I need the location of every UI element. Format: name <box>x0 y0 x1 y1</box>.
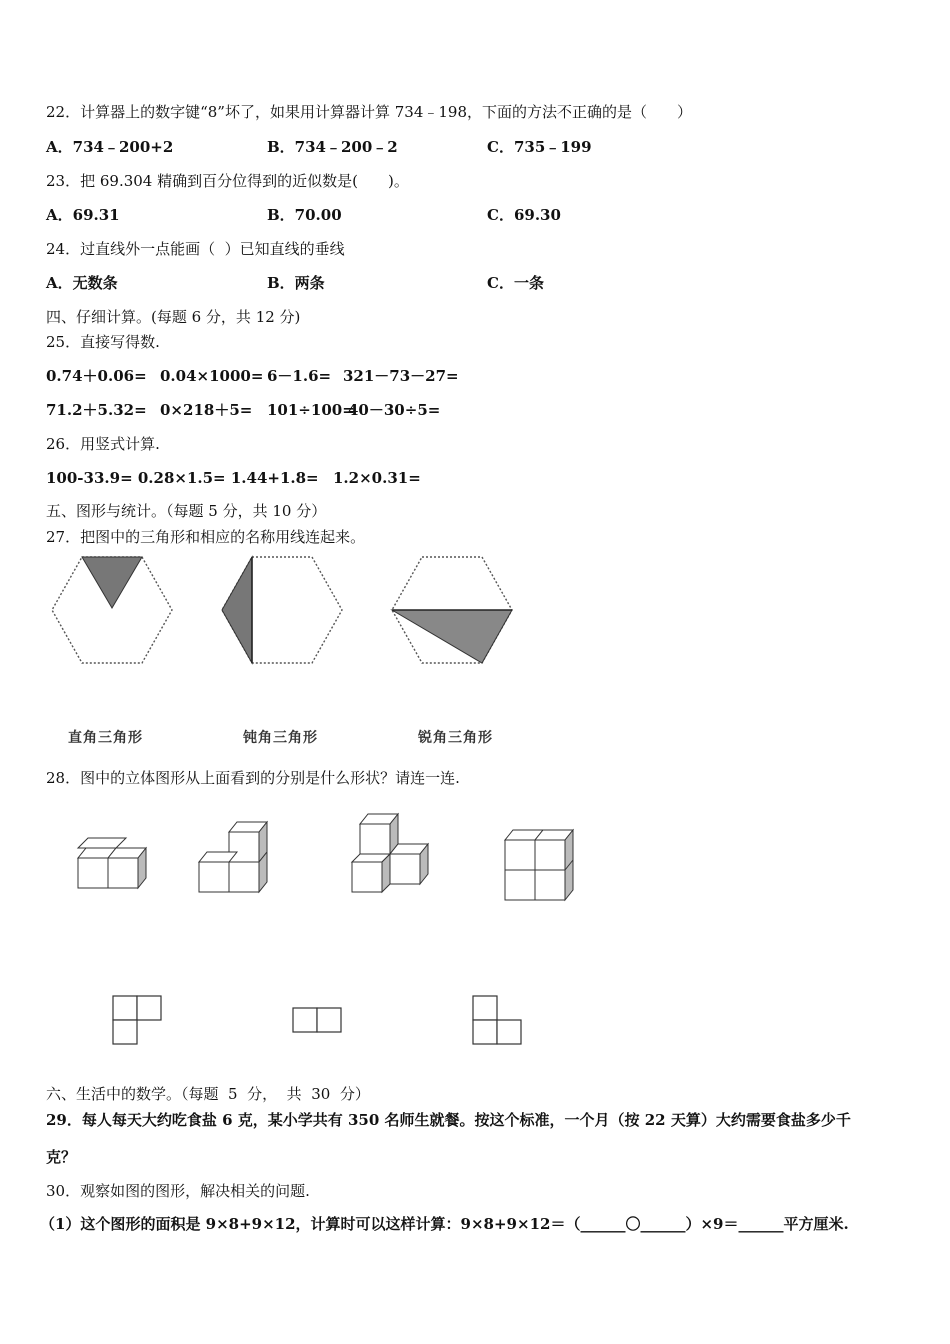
q29-line-1: 29．每人每天大约吃食盐 6 克，某小学共有 350 名师生就餐。按这个标准，一个月（按 22 天算）大约需要食盐多少千 <box>46 1111 851 1129</box>
q27-hexagon-figure-1 <box>50 555 174 665</box>
q25-item: 6－1.6= <box>267 367 332 385</box>
q22-option-a: A．734﹣200+2 <box>46 138 174 156</box>
q23-stem: 23．把 69.304 精确到百分位得到的近似数是( )。 <box>46 172 409 190</box>
section-6-heading: 六、生活中的数学。（每题 5 分， 共 30 分） <box>46 1085 370 1103</box>
q30-part-1: （1）这个图形的面积是 9×8+9×12，计算时可以这样计算：9×8+9×12＝（______〇______）×9＝______平方厘米. <box>40 1215 849 1233</box>
q28-top-view-3 <box>472 995 524 1047</box>
q29-line-2: 克？ <box>46 1148 77 1166</box>
q28-solid-figure-1 <box>76 836 152 890</box>
q22-option-c: C．735﹣199 <box>487 138 592 156</box>
q24-option-b: B．两条 <box>267 274 325 292</box>
q25-item: 0×218＋5= <box>160 401 253 419</box>
q28-top-view-1 <box>112 995 164 1047</box>
q25-stem: 25．直接写得数. <box>46 333 160 351</box>
q28-solid-figure-3 <box>350 812 434 896</box>
section-5-heading: 五、图形与统计。（每题 5 分，共 10 分） <box>46 502 327 520</box>
q22-option-b: B．734﹣200﹣2 <box>267 138 398 156</box>
q25-item: 101÷100= <box>267 401 355 419</box>
q25-item: 0.04×1000= <box>160 367 264 385</box>
q22-stem: 22．计算器上的数字键“8”坏了，如果用计算器计算 734﹣198，下面的方法不正确的是（ ） <box>46 103 692 121</box>
q27-label-obtuse-triangle: 钝角三角形 <box>243 730 318 746</box>
q26-stem: 26．用竖式计算. <box>46 435 160 453</box>
q25-item: 40－30÷5= <box>348 401 441 419</box>
q30-stem: 30．观察如图的图形，解决相关的问题. <box>46 1182 310 1200</box>
q23-option-c: C．69.30 <box>487 206 561 224</box>
q24-option-a: A．无数条 <box>46 274 118 292</box>
q28-stem: 28．图中的立体图形从上面看到的分别是什么形状？请连一连. <box>46 769 460 787</box>
q24-stem: 24．过直线外一点能画（ ）已知直线的垂线 <box>46 240 345 258</box>
q27-stem: 27．把图中的三角形和相应的名称用线连起来。 <box>46 528 366 546</box>
q26-items-group-1: 100-33.9= 0.28×1.5= 1.44+1.8= <box>46 469 319 487</box>
q25-item: 71.2＋5.32= <box>46 401 147 419</box>
q25-item: 321－73－27= <box>343 367 459 385</box>
q27-label-right-triangle: 直角三角形 <box>68 730 143 746</box>
q23-option-a: A．69.31 <box>46 206 120 224</box>
q28-solid-figure-2 <box>197 820 273 894</box>
section-4-heading: 四、仔细计算。(每题 6 分，共 12 分) <box>46 308 301 326</box>
q25-item: 0.74＋0.06= <box>46 367 147 385</box>
q26-items-group-2: 1.2×0.31= <box>333 469 421 487</box>
q23-option-b: B．70.00 <box>267 206 342 224</box>
q27-hexagon-figure-3 <box>390 555 514 665</box>
q27-label-acute-triangle: 锐角三角形 <box>418 730 493 746</box>
q24-option-c: C．一条 <box>487 274 544 292</box>
q28-solid-figure-4 <box>503 828 579 902</box>
q27-hexagon-figure-2 <box>220 555 344 665</box>
q28-top-view-2 <box>292 1007 344 1035</box>
